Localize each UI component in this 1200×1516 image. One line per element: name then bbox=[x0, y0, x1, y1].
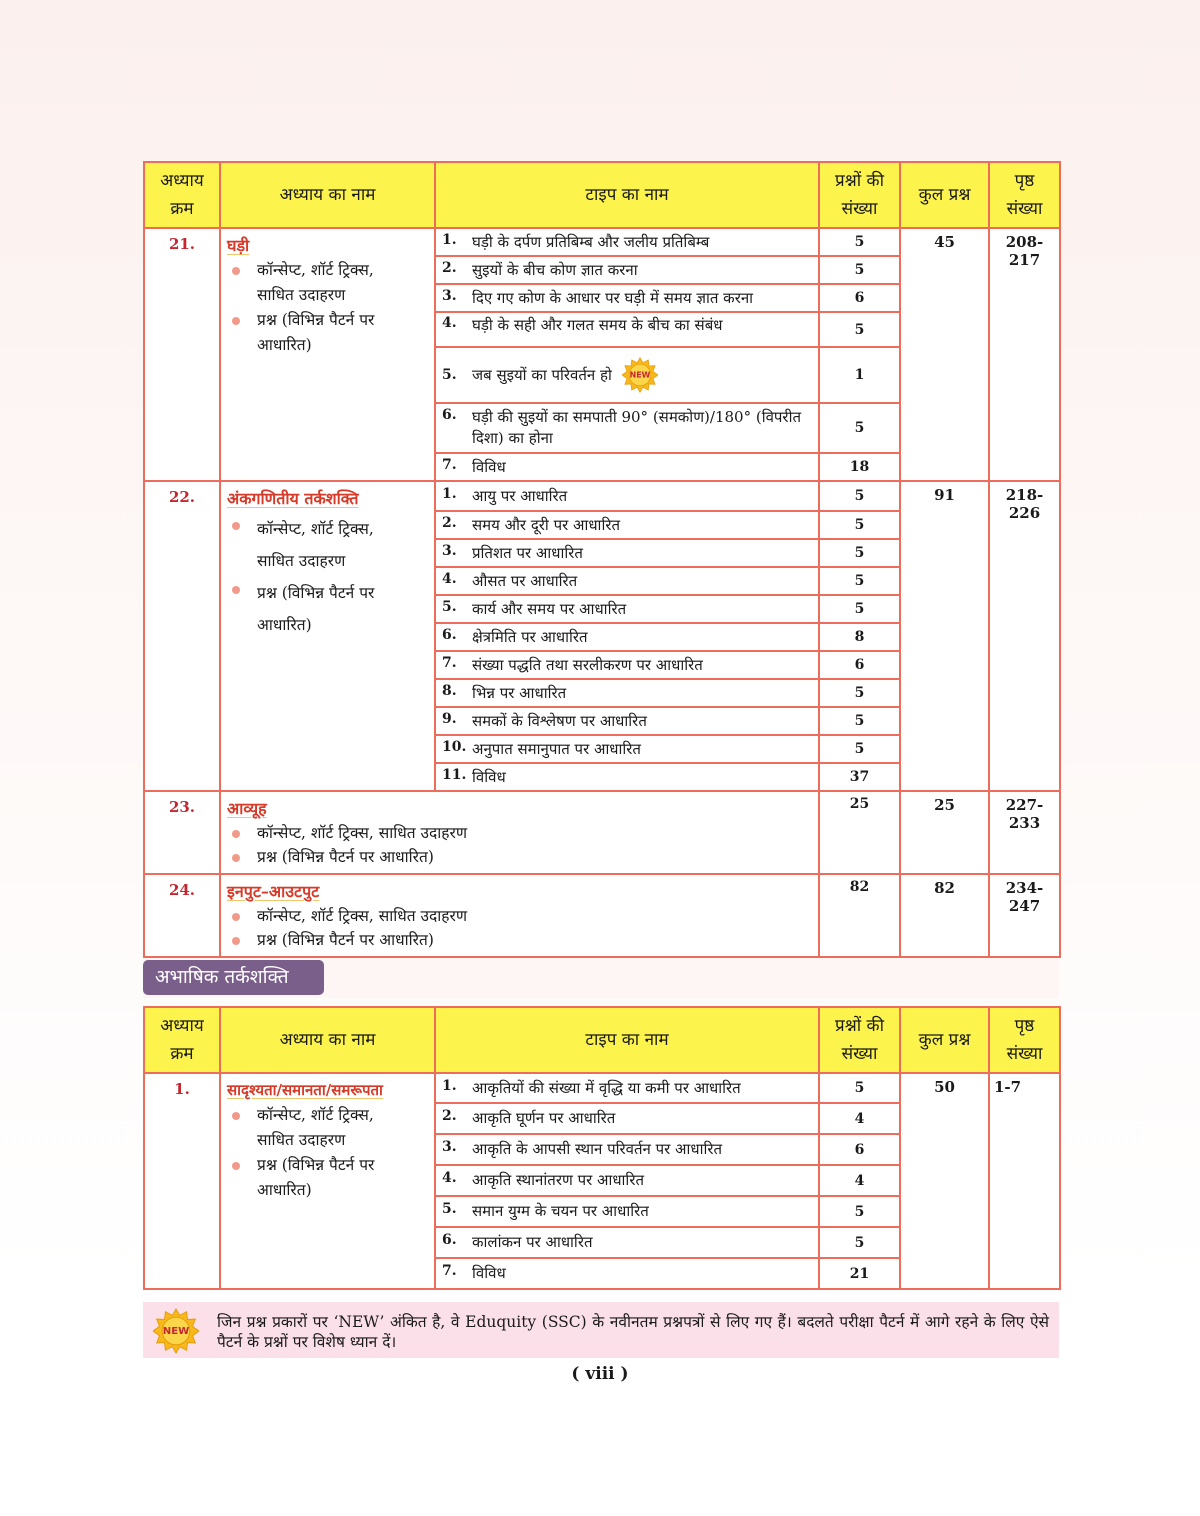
chapter-title[interactable]: सादृश्यता/समानता/समरूपता bbox=[227, 1081, 383, 1099]
type-cell: 10. अनुपात समानुपात पर आधारित bbox=[435, 735, 819, 763]
type-cell: 9. समकों के विश्लेषण पर आधारित bbox=[435, 707, 819, 735]
type-cell: 7. विविध bbox=[435, 453, 819, 481]
bullet-concept: कॉन्सेप्ट, शॉर्ट ट्रिक्स, साधित उदाहरण bbox=[257, 1103, 430, 1153]
total-questions: 45 bbox=[900, 228, 989, 481]
table-row bbox=[144, 481, 1060, 511]
chapter-title[interactable]: घड़ी bbox=[227, 236, 250, 255]
page-range[interactable]: 1-7 bbox=[989, 1073, 1060, 1289]
question-count: 5 bbox=[819, 735, 900, 763]
question-count: 5 bbox=[819, 567, 900, 595]
question-count: 5 bbox=[819, 539, 900, 567]
question-count: 5 bbox=[819, 595, 900, 623]
bullet-questions: प्रश्न (विभिन्न पैटर्न पर आधारित) bbox=[257, 1153, 430, 1203]
type-cell: 5. जब सुइयों का परिवर्तन हो NEW bbox=[435, 347, 819, 403]
total-questions: 91 bbox=[900, 481, 989, 791]
type-cell: 8. भिन्न पर आधारित bbox=[435, 679, 819, 707]
chapter-title[interactable]: आव्यूह bbox=[227, 799, 267, 818]
question-count: 5 bbox=[819, 1073, 900, 1103]
chapter-cell bbox=[220, 228, 435, 481]
chapter-number: 1. bbox=[144, 1073, 220, 1289]
question-count: 21 bbox=[819, 1258, 900, 1289]
table-row bbox=[144, 791, 1060, 874]
toc-table bbox=[143, 1006, 1061, 1290]
bullet-questions: प्रश्न (विभिन्न पैटर्न पर आधारित) bbox=[257, 577, 430, 641]
chapter-cell bbox=[220, 791, 819, 874]
type-cell: 4. घड़ी के सही और गलत समय के बीच का संबंध bbox=[435, 312, 819, 347]
table-header-row bbox=[144, 162, 1060, 228]
page-range[interactable]: 218-226 bbox=[989, 481, 1060, 791]
type-cell: 6. कालांकन पर आधारित bbox=[435, 1227, 819, 1258]
page-range[interactable]: 234-247 bbox=[989, 874, 1060, 957]
chapter-title[interactable]: इनपुट–आउटपुट bbox=[227, 882, 320, 901]
bullet-questions: प्रश्न (विभिन्न पैटर्न पर आधारित) bbox=[257, 928, 814, 952]
question-count: 6 bbox=[819, 1134, 900, 1165]
question-count: 5 bbox=[819, 256, 900, 284]
type-cell: 4. आकृति स्थानांतरण पर आधारित bbox=[435, 1165, 819, 1196]
chapter-number: 22. bbox=[144, 481, 220, 791]
type-cell: 5. कार्य और समय पर आधारित bbox=[435, 595, 819, 623]
header-questions: प्रश्नों की संख्या bbox=[819, 1007, 900, 1073]
bullet-concept: कॉन्सेप्ट, शॉर्ट ट्रिक्स, साधित उदाहरण bbox=[257, 513, 430, 577]
question-count: 18 bbox=[819, 453, 900, 481]
type-cell: 11. विविध bbox=[435, 763, 819, 791]
type-cell: 7. विविध bbox=[435, 1258, 819, 1289]
new-note-box bbox=[143, 1302, 1059, 1358]
question-count: 5 bbox=[819, 228, 900, 256]
question-count: 5 bbox=[819, 481, 900, 511]
header-questions: प्रश्नों की संख्या bbox=[819, 162, 900, 228]
toc-table bbox=[143, 161, 1061, 958]
type-cell: 6. घड़ी की सुइयों का समपाती 90° (समकोण)/180° (विपरीत दिशा) का होना bbox=[435, 403, 819, 453]
type-cell: 2. आकृति घूर्णन पर आधारित bbox=[435, 1103, 819, 1134]
chapter-cell bbox=[220, 874, 819, 957]
total-questions: 25 bbox=[900, 791, 989, 874]
bullet-concept: कॉन्सेप्ट, शॉर्ट ट्रिक्स, साधित उदाहरण bbox=[257, 258, 430, 308]
question-count: 6 bbox=[819, 651, 900, 679]
header-page: पृष्ठ संख्या bbox=[989, 1007, 1060, 1073]
header-ch-name: अध्याय का नाम bbox=[220, 162, 435, 228]
page-range[interactable]: 208-217 bbox=[989, 228, 1060, 481]
table-row bbox=[144, 228, 1060, 256]
question-count: 5 bbox=[819, 1196, 900, 1227]
question-count: 5 bbox=[819, 1227, 900, 1258]
type-cell: 7. संख्या पद्धति तथा सरलीकरण पर आधारित bbox=[435, 651, 819, 679]
type-cell: 2. सुइयों के बीच कोण ज्ञात करना bbox=[435, 256, 819, 284]
bullet-questions: प्रश्न (विभिन्न पैटर्न पर आधारित) bbox=[257, 845, 814, 869]
type-cell: 1. आयु पर आधारित bbox=[435, 481, 819, 511]
question-count: 5 bbox=[819, 679, 900, 707]
question-count: 37 bbox=[819, 763, 900, 791]
question-count: 6 bbox=[819, 284, 900, 312]
toc-table-section2 bbox=[143, 1006, 1059, 1290]
question-count: 5 bbox=[819, 312, 900, 347]
page-range[interactable]: 227-233 bbox=[989, 791, 1060, 874]
bullet-concept: कॉन्सेप्ट, शॉर्ट ट्रिक्स, साधित उदाहरण bbox=[257, 821, 814, 845]
chapter-cell bbox=[220, 1073, 435, 1289]
type-cell: 6. क्षेत्रमिति पर आधारित bbox=[435, 623, 819, 651]
chapter-number: 21. bbox=[144, 228, 220, 481]
question-count: 5 bbox=[819, 511, 900, 539]
header-ch-no: अध्याय क्रम bbox=[144, 1007, 220, 1073]
bullet-concept: कॉन्सेप्ट, शॉर्ट ट्रिक्स, साधित उदाहरण bbox=[257, 904, 814, 928]
chapter-cell bbox=[220, 481, 435, 791]
page-number: ( viii ) bbox=[571, 1364, 629, 1384]
header-total: कुल प्रश्न bbox=[900, 162, 989, 228]
new-badge-icon bbox=[622, 357, 658, 393]
type-cell: 4. औसत पर आधारित bbox=[435, 567, 819, 595]
question-count: 25 bbox=[819, 791, 900, 874]
question-count: 8 bbox=[819, 623, 900, 651]
table-row bbox=[144, 874, 1060, 957]
table-header-row bbox=[144, 1007, 1060, 1073]
new-badge-icon bbox=[153, 1308, 199, 1354]
header-ch-no: अध्याय क्रम bbox=[144, 162, 220, 228]
header-total: कुल प्रश्न bbox=[900, 1007, 989, 1073]
header-page: पृष्ठ संख्या bbox=[989, 162, 1060, 228]
question-count: 5 bbox=[819, 707, 900, 735]
svg-text:NEW: NEW bbox=[629, 370, 651, 380]
svg-text:NEW: NEW bbox=[162, 1326, 190, 1338]
chapter-number: 23. bbox=[144, 791, 220, 874]
type-cell: 3. आकृति के आपसी स्थान परिवर्तन पर आधारित bbox=[435, 1134, 819, 1165]
header-ch-name: अध्याय का नाम bbox=[220, 1007, 435, 1073]
question-count: 5 bbox=[819, 403, 900, 453]
header-type-name: टाइप का नाम bbox=[435, 162, 819, 228]
type-cell: 5. समान युग्म के चयन पर आधारित bbox=[435, 1196, 819, 1227]
question-count: 1 bbox=[819, 347, 900, 403]
bullet-questions: प्रश्न (विभिन्न पैटर्न पर आधारित) bbox=[257, 308, 430, 358]
type-cell: 3. प्रतिशत पर आधारित bbox=[435, 539, 819, 567]
type-cell: 2. समय और दूरी पर आधारित bbox=[435, 511, 819, 539]
total-questions: 50 bbox=[900, 1073, 989, 1289]
total-questions: 82 bbox=[900, 874, 989, 957]
chapter-number: 24. bbox=[144, 874, 220, 957]
toc-table-section1 bbox=[143, 161, 1059, 958]
question-count: 4 bbox=[819, 1103, 900, 1134]
question-count: 4 bbox=[819, 1165, 900, 1196]
type-cell: 3. दिए गए कोण के आधार पर घड़ी में समय ज्ञात करना bbox=[435, 284, 819, 312]
type-cell: 1. आकृतियों की संख्या में वृद्धि या कमी पर आधारित bbox=[435, 1073, 819, 1103]
note-text: जिन प्रश्न प्रकारों पर ‘NEW’ अंकित है, वे Eduquity (SSC) के नवीनतम प्रश्नपत्रों से लिए गए हैं। बदलते परीक्षा पैटर्न में आगे रहने के लिए ऐसे पैटर्न के प्रश्नों पर विशेष ध्यान दें। bbox=[217, 1313, 1049, 1351]
table-row bbox=[144, 1073, 1060, 1103]
type-cell: 1. घड़ी के दर्पण प्रतिबिम्ब और जलीय प्रतिबिम्ब bbox=[435, 228, 819, 256]
header-type-name: टाइप का नाम bbox=[435, 1007, 819, 1073]
chapter-title[interactable]: अंकगणितीय तर्कशक्ति bbox=[227, 489, 359, 508]
section-title: अभाषिक तर्कशक्ति bbox=[143, 960, 324, 995]
question-count: 82 bbox=[819, 874, 900, 957]
